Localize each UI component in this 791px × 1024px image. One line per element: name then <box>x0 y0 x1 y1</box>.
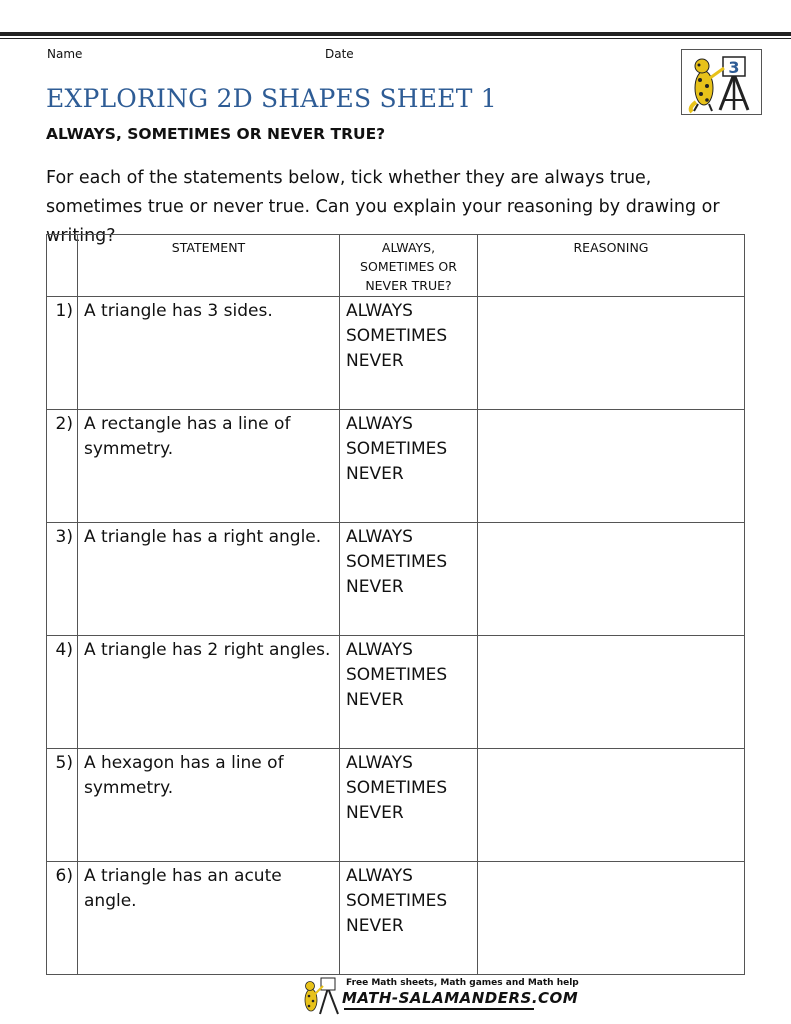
option-always[interactable]: ALWAYS <box>346 414 413 434</box>
date-label: Date <box>325 47 354 61</box>
header-options-line2: SOMETIMES OR <box>360 259 457 274</box>
page-subtitle: ALWAYS, SOMETIMES OR NEVER TRUE? <box>46 125 386 143</box>
row-options[interactable] <box>340 410 478 523</box>
salamander-logo-icon <box>682 50 761 114</box>
page-title: EXPLORING 2D SHAPES SHEET 1 <box>46 84 497 113</box>
option-always[interactable]: ALWAYS <box>346 753 413 773</box>
header-number <box>47 235 78 297</box>
row-statement: A triangle has a right angle. <box>78 523 340 636</box>
option-never[interactable]: NEVER <box>346 351 404 371</box>
option-sometimes[interactable]: SOMETIMES <box>346 891 448 911</box>
header-options <box>340 235 478 297</box>
option-always[interactable]: ALWAYS <box>346 527 413 547</box>
row-options[interactable] <box>340 749 478 862</box>
row-statement: A rectangle has a line of symmetry. <box>78 410 340 523</box>
row-statement: A triangle has an acute angle. <box>78 862 340 975</box>
row-reasoning-cell[interactable] <box>478 862 745 975</box>
row-statement: A triangle has 3 sides. <box>78 297 340 410</box>
row-reasoning-cell[interactable] <box>478 410 745 523</box>
row-options[interactable] <box>340 862 478 975</box>
option-always[interactable]: ALWAYS <box>346 301 413 321</box>
option-sometimes[interactable]: SOMETIMES <box>346 326 448 346</box>
row-options[interactable] <box>340 523 478 636</box>
footer-underline <box>344 1008 534 1010</box>
row-reasoning-cell[interactable] <box>478 297 745 410</box>
option-always[interactable]: ALWAYS <box>346 640 413 660</box>
footer-tagline: Free Math sheets, Math games and Math help <box>346 978 579 988</box>
grade-badge: 3 <box>728 58 740 77</box>
name-label: Name <box>47 47 83 61</box>
row-reasoning-cell[interactable] <box>478 749 745 862</box>
table-header-row <box>47 235 745 297</box>
table-row <box>47 297 745 410</box>
salamander-footer-icon <box>298 974 342 1016</box>
table-row <box>47 636 745 749</box>
top-border-thin <box>0 38 791 39</box>
option-always[interactable]: ALWAYS <box>346 866 413 886</box>
option-never[interactable]: NEVER <box>346 577 404 597</box>
row-reasoning-cell[interactable] <box>478 523 745 636</box>
row-number: 3) <box>47 523 78 636</box>
option-sometimes[interactable]: SOMETIMES <box>346 552 448 572</box>
worksheet-table <box>46 234 745 975</box>
option-never[interactable]: NEVER <box>346 803 404 823</box>
header-reasoning: REASONING <box>478 235 745 297</box>
header-statement: STATEMENT <box>78 235 340 297</box>
footer[interactable] <box>298 974 579 1016</box>
option-sometimes[interactable]: SOMETIMES <box>346 778 448 798</box>
option-never[interactable]: NEVER <box>346 690 404 710</box>
grade-logo <box>681 49 762 115</box>
row-reasoning-cell[interactable] <box>478 636 745 749</box>
row-number: 5) <box>47 749 78 862</box>
top-border-thick <box>0 32 791 36</box>
row-options[interactable] <box>340 297 478 410</box>
header-options-line1: ALWAYS, <box>381 240 436 255</box>
option-never[interactable]: NEVER <box>346 464 404 484</box>
row-number: 4) <box>47 636 78 749</box>
row-statement: A hexagon has a line of symmetry. <box>78 749 340 862</box>
row-number: 6) <box>47 862 78 975</box>
header-options-line3: NEVER TRUE? <box>365 278 452 293</box>
row-statement: A triangle has 2 right angles. <box>78 636 340 749</box>
instructions: For each of the statements below, tick whether they are always true, sometimes true or never true. Can you explain your reasoning by drawing or writing? <box>46 168 720 246</box>
option-sometimes[interactable]: SOMETIMES <box>346 439 448 459</box>
row-options[interactable] <box>340 636 478 749</box>
option-never[interactable]: NEVER <box>346 916 404 936</box>
option-sometimes[interactable]: SOMETIMES <box>346 665 448 685</box>
table-row <box>47 410 745 523</box>
table-row <box>47 862 745 975</box>
row-number: 2) <box>47 410 78 523</box>
table-row <box>47 523 745 636</box>
footer-site-link[interactable]: MATH-SALAMANDERS.COM <box>342 989 579 1007</box>
table-row <box>47 749 745 862</box>
row-number: 1) <box>47 297 78 410</box>
